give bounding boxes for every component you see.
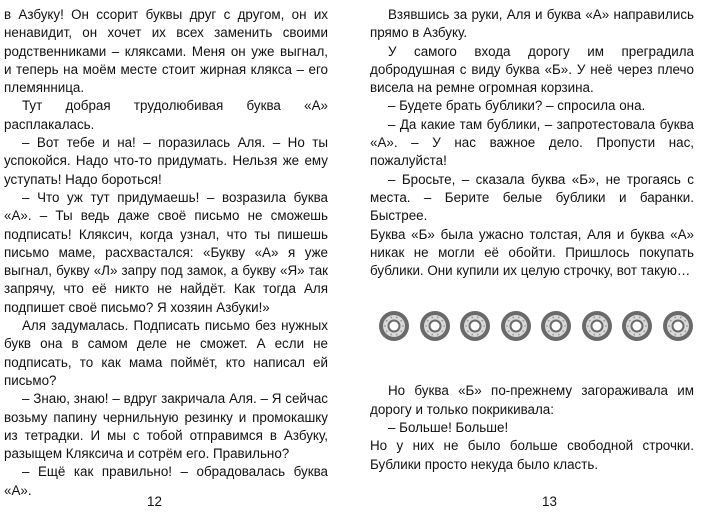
right-page	[370, 6, 694, 474]
paragraph: – Вот тебе и на! – поразилась Аля. – Но ты успокойся. Надо что-то придумать. Нельзя же ему уступать! Надо бороться!	[4, 135, 328, 187]
bagel-icon	[378, 310, 410, 342]
paragraph: Но буква «Б» по-прежнему загораживала им дорогу и только покрикивала:	[370, 383, 694, 417]
paragraph: – Будете брать бублики? – спросила она.	[388, 98, 646, 114]
paragraph: – Бросьте, – сказала буква «Б», не трогаясь с места. – Берите белые бублики и баранки. Быстрее.	[370, 171, 694, 224]
bagel-icon	[621, 310, 653, 342]
paragraph: – Знаю, знаю! – вдруг закричала Аля. – Я сейчас возьму папину чернильную резинку и промокашку из тетрадки. И мы с тобой отправимся в Азбуку, разыщем Кляксича и сотрём его. Правильно?	[4, 391, 328, 462]
paragraph: – Больше! Больше!	[388, 420, 509, 436]
paragraph: в Азбуку! Он ссорит буквы друг с другом, он их ненавидит, он хочет их всех заменить своими родственниками – кляксами. Меня он уже выгнал, и теперь на моём месте стоит жирная клякса – его племянница.	[4, 7, 328, 96]
paragraph: – Да какие там бублики, – запротестовала буква «А». – У нас важное дело. Пропусти нас, пожалуйста!	[370, 116, 694, 169]
paragraph: Но у них не было больше свободной строчки. Бублики просто некуда было класть.	[370, 438, 694, 472]
bagel-icon	[459, 310, 491, 342]
bagel-icon	[662, 310, 694, 342]
bagel-icon	[581, 310, 613, 342]
bagel-icon	[540, 310, 572, 342]
page-number-right: 13	[542, 494, 557, 509]
paragraph: Буква «Б» была ужасно толстая, Аля и буква «А» никак не могли её обойти. Пришлось покупать бублики. Они купили их целую строчку, вот такую…	[370, 226, 694, 279]
paragraph: Аля задумалась. Подписать письмо без нужных букв она в самом деле не сможет. А если не подписать, то как мама поймёт, кто написал ей письмо?	[4, 318, 328, 388]
paragraph: – Ещё как правильно! – обрадовалась буква «А».	[4, 464, 328, 498]
page-number-left: 12	[147, 494, 162, 509]
bagel-icon	[500, 310, 532, 342]
paragraph: Взявшись за руки, Аля и буква «А» направились прямо в Азбуку.	[370, 7, 694, 41]
bagel-row	[378, 308, 694, 344]
bagel-icon	[419, 310, 451, 342]
paragraph: – Что уж тут придумаешь! – возразила буква «А». – Ты ведь даже своё письмо не сможешь подписать! Кляксич, когда узнал, что ты пишешь письмо маме, расхвастался: «Букву «А» я уже выгнал, букву «Л» запру под замок, а букву «Я» так запрячу, что её никто не найдёт. Как тогда Аля подпишет своё письмо? Я хозяин Азбуки!»	[4, 189, 328, 315]
paragraph: Тут добрая трудолюбивая буква «А» расплакалась.	[4, 98, 328, 132]
paragraph: У самого входа дорогу им преградила добродушная с виду буква «Б». У неё через плечо висела на ремне огромная корзина.	[370, 43, 694, 96]
left-page	[4, 6, 328, 500]
